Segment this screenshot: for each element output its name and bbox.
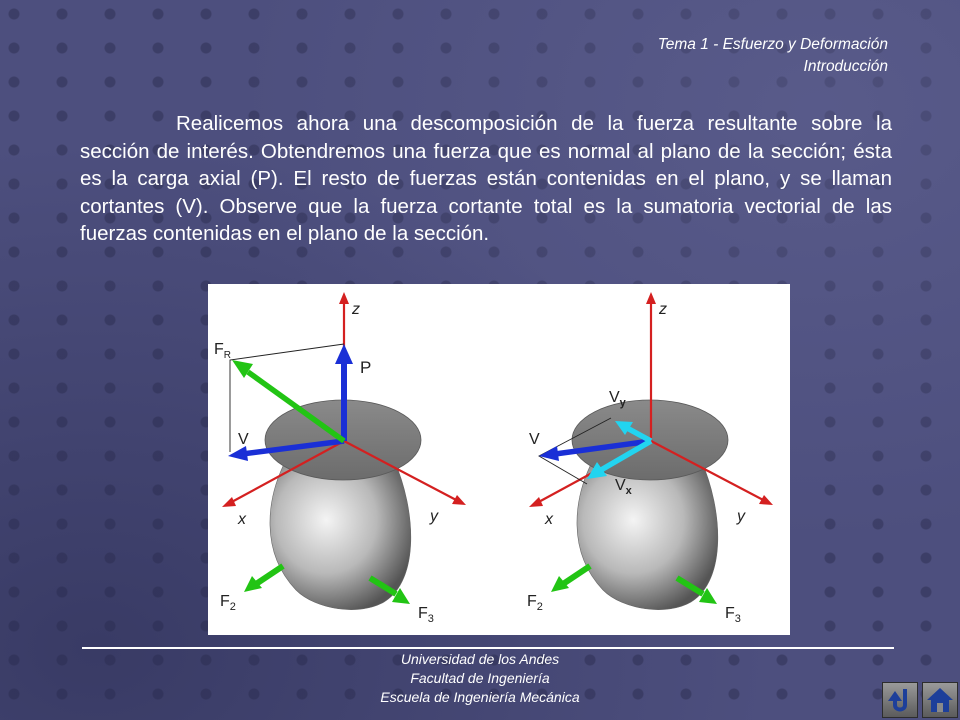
slide-header — [658, 34, 888, 78]
right-f3-label: $F_3$ — [725, 605, 741, 625]
footer-divider — [82, 647, 894, 649]
footer-university: Universidad de los Andes — [400, 651, 560, 667]
footer-school: Escuela de Ingeniería Mecánica — [380, 689, 580, 705]
right-z-axis-head — [646, 292, 656, 304]
left-f3-label: $F_3$ — [418, 605, 434, 625]
right-f2-arrow — [563, 566, 590, 584]
right-z-label: z — [659, 301, 667, 318]
left-p-arrow-head — [335, 344, 353, 364]
left-x-axis-head — [222, 497, 236, 507]
home-button[interactable] — [922, 682, 958, 718]
left-diagram — [214, 292, 466, 625]
header-topic: Tema 1 - Esfuerzo y Deformación — [657, 36, 888, 53]
right-x-axis-head — [529, 497, 543, 507]
left-v-arrow-head — [228, 446, 248, 461]
right-vy-label: $V_y$ — [609, 389, 626, 409]
return-arrow-icon — [883, 683, 917, 717]
right-vx-label: $V_x$ — [615, 477, 632, 497]
left-y-label: y — [430, 508, 438, 525]
left-p-label: P — [360, 358, 372, 377]
back-button[interactable] — [882, 682, 918, 718]
right-x-label: x — [545, 511, 553, 528]
left-fr-label: $F_R$ — [214, 341, 232, 361]
left-f2-label: $F_2$ — [220, 593, 236, 613]
figure-drawing — [208, 284, 790, 635]
left-x-label: x — [238, 511, 246, 528]
left-v-label: V — [238, 431, 249, 448]
left-f2-arrow — [256, 566, 283, 584]
slide-footer — [0, 650, 960, 707]
left-z-label: z — [352, 301, 360, 318]
right-v-label: V — [529, 431, 540, 448]
force-decomposition-figure — [208, 284, 790, 635]
body-paragraph: Realicemos ahora una descomposición de la fuerza resultante sobre la sección de interés. Obtendremos una fuerza que es normal al plano de la sección; ésta es la carga axial (P). El resto de fuerzas están contenidas en el plano, y se llaman cortantes (V). Observe que la fuerza cortante total es la sumatoria vectorial de las fuerzas contenidas en el plano de la sección. — [80, 112, 892, 245]
footer-faculty: Facultad de Ingeniería — [410, 670, 550, 686]
right-y-label: y — [737, 508, 745, 525]
left-z-axis-head — [339, 292, 349, 304]
right-diagram — [527, 292, 773, 625]
home-icon — [923, 683, 957, 717]
header-section: Introducción — [803, 58, 888, 75]
right-v-arrow-head — [539, 446, 559, 461]
right-f2-label: $F_2$ — [527, 593, 543, 613]
